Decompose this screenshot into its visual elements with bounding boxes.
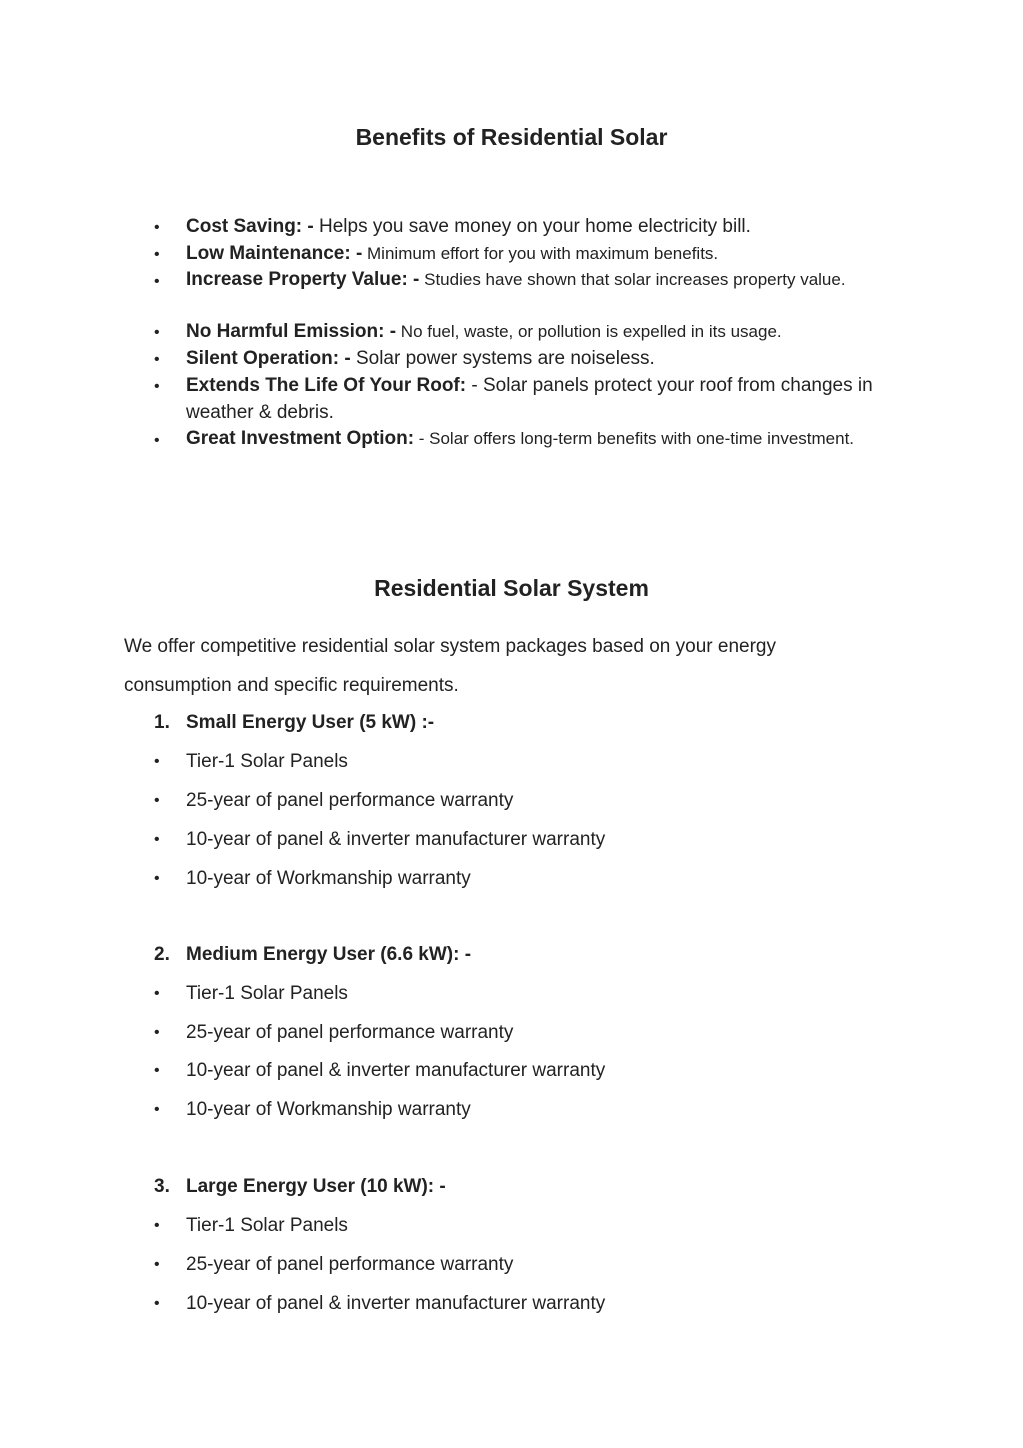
- package-heading: Large Energy User (10 kW): -: [186, 1176, 446, 1197]
- bullet-icon: •: [154, 1101, 160, 1118]
- benefit-label: Cost Saving: -: [186, 216, 314, 237]
- benefit-desc: Minimum effort for you with maximum benefits.: [362, 244, 719, 263]
- package-feature: Tier-1 Solar Panels: [186, 1215, 348, 1236]
- package-feature: 10-year of panel & inverter manufacturer warranty: [186, 1060, 606, 1081]
- benefit-label: Silent Operation: -: [186, 348, 351, 369]
- package-feature: 25-year of panel performance warranty: [186, 1022, 514, 1043]
- bullet-icon: •: [154, 1062, 160, 1079]
- package-heading: Medium Energy User (6.6 kW): -: [186, 944, 472, 965]
- benefit-item-roof-life: [186, 372, 886, 426]
- benefit-item-cost-saving: [186, 213, 886, 240]
- package-number: 1.: [154, 712, 170, 733]
- package-number: 2.: [154, 944, 170, 965]
- bullet-icon: •: [154, 792, 160, 809]
- bullet-icon: •: [154, 432, 160, 449]
- benefit-label: No Harmful Emission: -: [186, 321, 397, 342]
- benefit-item-silent-operation: [186, 345, 886, 372]
- bullet-icon: •: [154, 1024, 160, 1041]
- system-title: Residential Solar System: [374, 575, 649, 601]
- package-feature: 10-year of panel & inverter manufacturer warranty: [186, 829, 606, 850]
- benefit-item-low-maintenance: [186, 240, 886, 267]
- package-heading: Small Energy User (5 kW) :-: [186, 712, 435, 733]
- benefit-desc: Solar power systems are noiseless.: [350, 348, 655, 369]
- benefit-item-no-emission: [186, 318, 886, 345]
- package-feature: Tier-1 Solar Panels: [186, 983, 348, 1004]
- package-feature: Tier-1 Solar Panels: [186, 751, 348, 772]
- bullet-icon: •: [154, 985, 160, 1002]
- package-feature: 25-year of panel performance warranty: [186, 790, 514, 811]
- benefit-item-property-value: [186, 267, 886, 293]
- bullet-icon: •: [154, 246, 160, 263]
- benefit-label: Great Investment Option:: [186, 428, 415, 449]
- benefit-desc: Helps you save money on your home electricity bill.: [313, 216, 751, 237]
- system-intro: We offer competitive residential solar system packages based on your energy consumption and specific requirements.: [124, 636, 776, 696]
- benefit-label: Extends The Life Of Your Roof:: [186, 375, 467, 396]
- bullet-icon: •: [154, 1256, 160, 1273]
- benefit-desc: - Solar offers long-term benefits with one-time investment.: [414, 429, 855, 448]
- bullet-icon: •: [154, 273, 160, 290]
- package-feature: 10-year of Workmanship warranty: [186, 1099, 471, 1120]
- bullet-icon: •: [154, 378, 160, 395]
- benefit-label: Increase Property Value: -: [186, 269, 420, 290]
- bullet-icon: •: [154, 351, 160, 368]
- package-feature: 25-year of panel performance warranty: [186, 1254, 514, 1275]
- package-number: 3.: [154, 1176, 170, 1197]
- bullet-icon: •: [154, 870, 160, 887]
- benefits-title: Benefits of Residential Solar: [355, 124, 668, 150]
- benefit-item-investment: [186, 426, 866, 452]
- bullet-icon: •: [154, 831, 160, 848]
- bullet-icon: •: [154, 753, 160, 770]
- package-feature: 10-year of panel & inverter manufacturer warranty: [186, 1293, 606, 1314]
- benefit-desc: - Solar panels protect your roof from changes in weather & debris.: [186, 375, 873, 423]
- bullet-icon: •: [154, 219, 160, 236]
- benefit-label: Low Maintenance: -: [186, 243, 363, 264]
- benefit-desc: No fuel, waste, or pollution is expelled in its usage.: [396, 322, 782, 341]
- benefit-desc: Studies have shown that solar increases property value.: [419, 270, 846, 289]
- package-feature: 10-year of Workmanship warranty: [186, 868, 471, 889]
- bullet-icon: •: [154, 324, 160, 341]
- bullet-icon: •: [154, 1217, 160, 1234]
- bullet-icon: •: [154, 1295, 160, 1312]
